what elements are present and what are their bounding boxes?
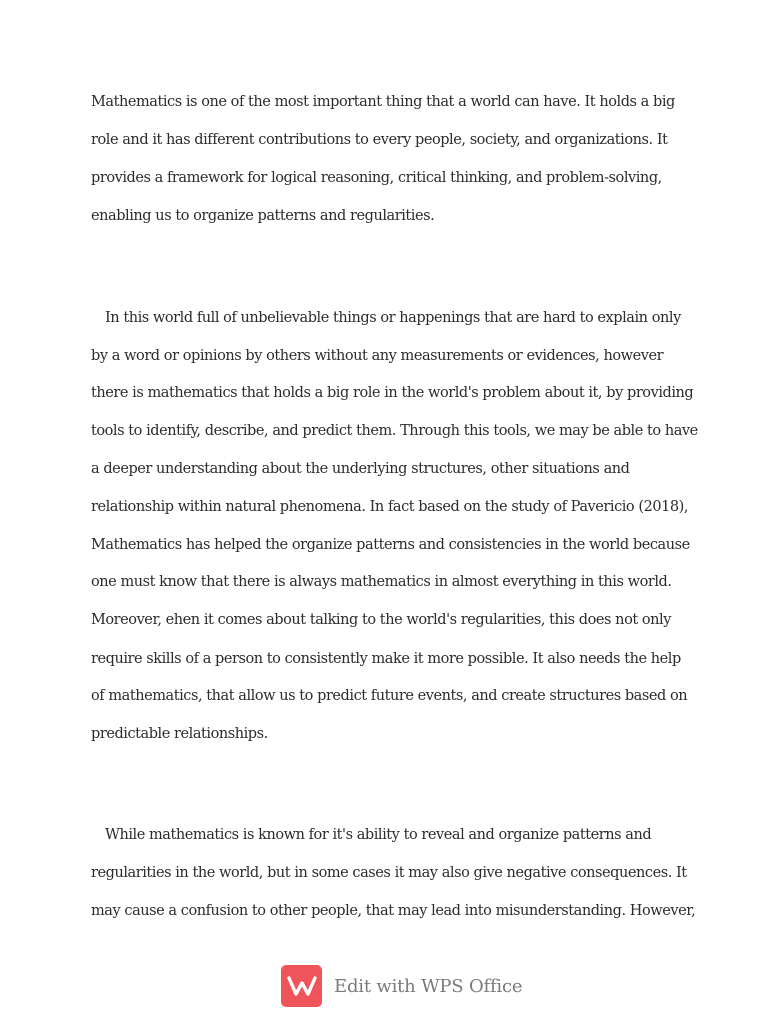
paragraph-2-line-8: one must know that there is always mathematics in almost everything in this world. [91,574,672,590]
wps-edit-label: Edit with WPS Office [334,975,523,997]
paragraph-1-line-4: enabling us to organize patterns and regularities. [91,208,435,224]
paragraph-2-line-1: In this world full of unbelievable things or happenings that are hard to explain only [105,310,681,326]
paragraph-2-line-7: Mathematics has helped the organize patterns and consistencies in the world because [91,537,690,553]
paragraph-3-line-1: While mathematics is known for it's ability to reveal and organize patterns and [105,827,652,843]
paragraph-2-line-5: a deeper understanding about the underlying structures, other situations and [91,461,630,477]
paragraph-1-line-3: provides a framework for logical reasoning, critical thinking, and problem-solving, [91,170,662,186]
wps-logo-icon [281,965,322,1007]
paragraph-2-line-9: Moreover, ehen it comes about talking to the world's regularities, this does not only [91,612,671,628]
paragraph-3-line-3: may cause a confusion to other people, that may lead into misunderstanding. However, [91,903,696,919]
paragraph-2-line-11: of mathematics, that allow us to predict future events, and create structures based on [91,688,688,704]
paragraph-2-line-10: require skills of a person to consistently make it more possible. It also needs the help [91,651,681,667]
paragraph-2-line-4: tools to identify, describe, and predict them. Through this tools, we may be able to have [91,423,698,439]
paragraph-2-line-3: there is mathematics that holds a big role in the world's problem about it, by providing [91,385,694,401]
paragraph-2-line-2: by a word or opinions by others without any measurements or evidences, however [91,348,664,364]
paragraph-2-line-6: relationship within natural phenomena. In fact based on the study of Pavericio (2018), [91,499,689,515]
paragraph-3-line-2: regularities in the world, but in some cases it may also give negative consequences. It [91,865,687,881]
wps-edit-banner[interactable] [281,963,522,1009]
paragraph-1-line-1: Mathematics is one of the most important thing that a world can have. It holds a big [91,94,675,110]
paragraph-1-line-2: role and it has different contributions to every people, society, and organizations. It [91,132,668,148]
paragraph-2-line-12: predictable relationships. [91,726,268,742]
